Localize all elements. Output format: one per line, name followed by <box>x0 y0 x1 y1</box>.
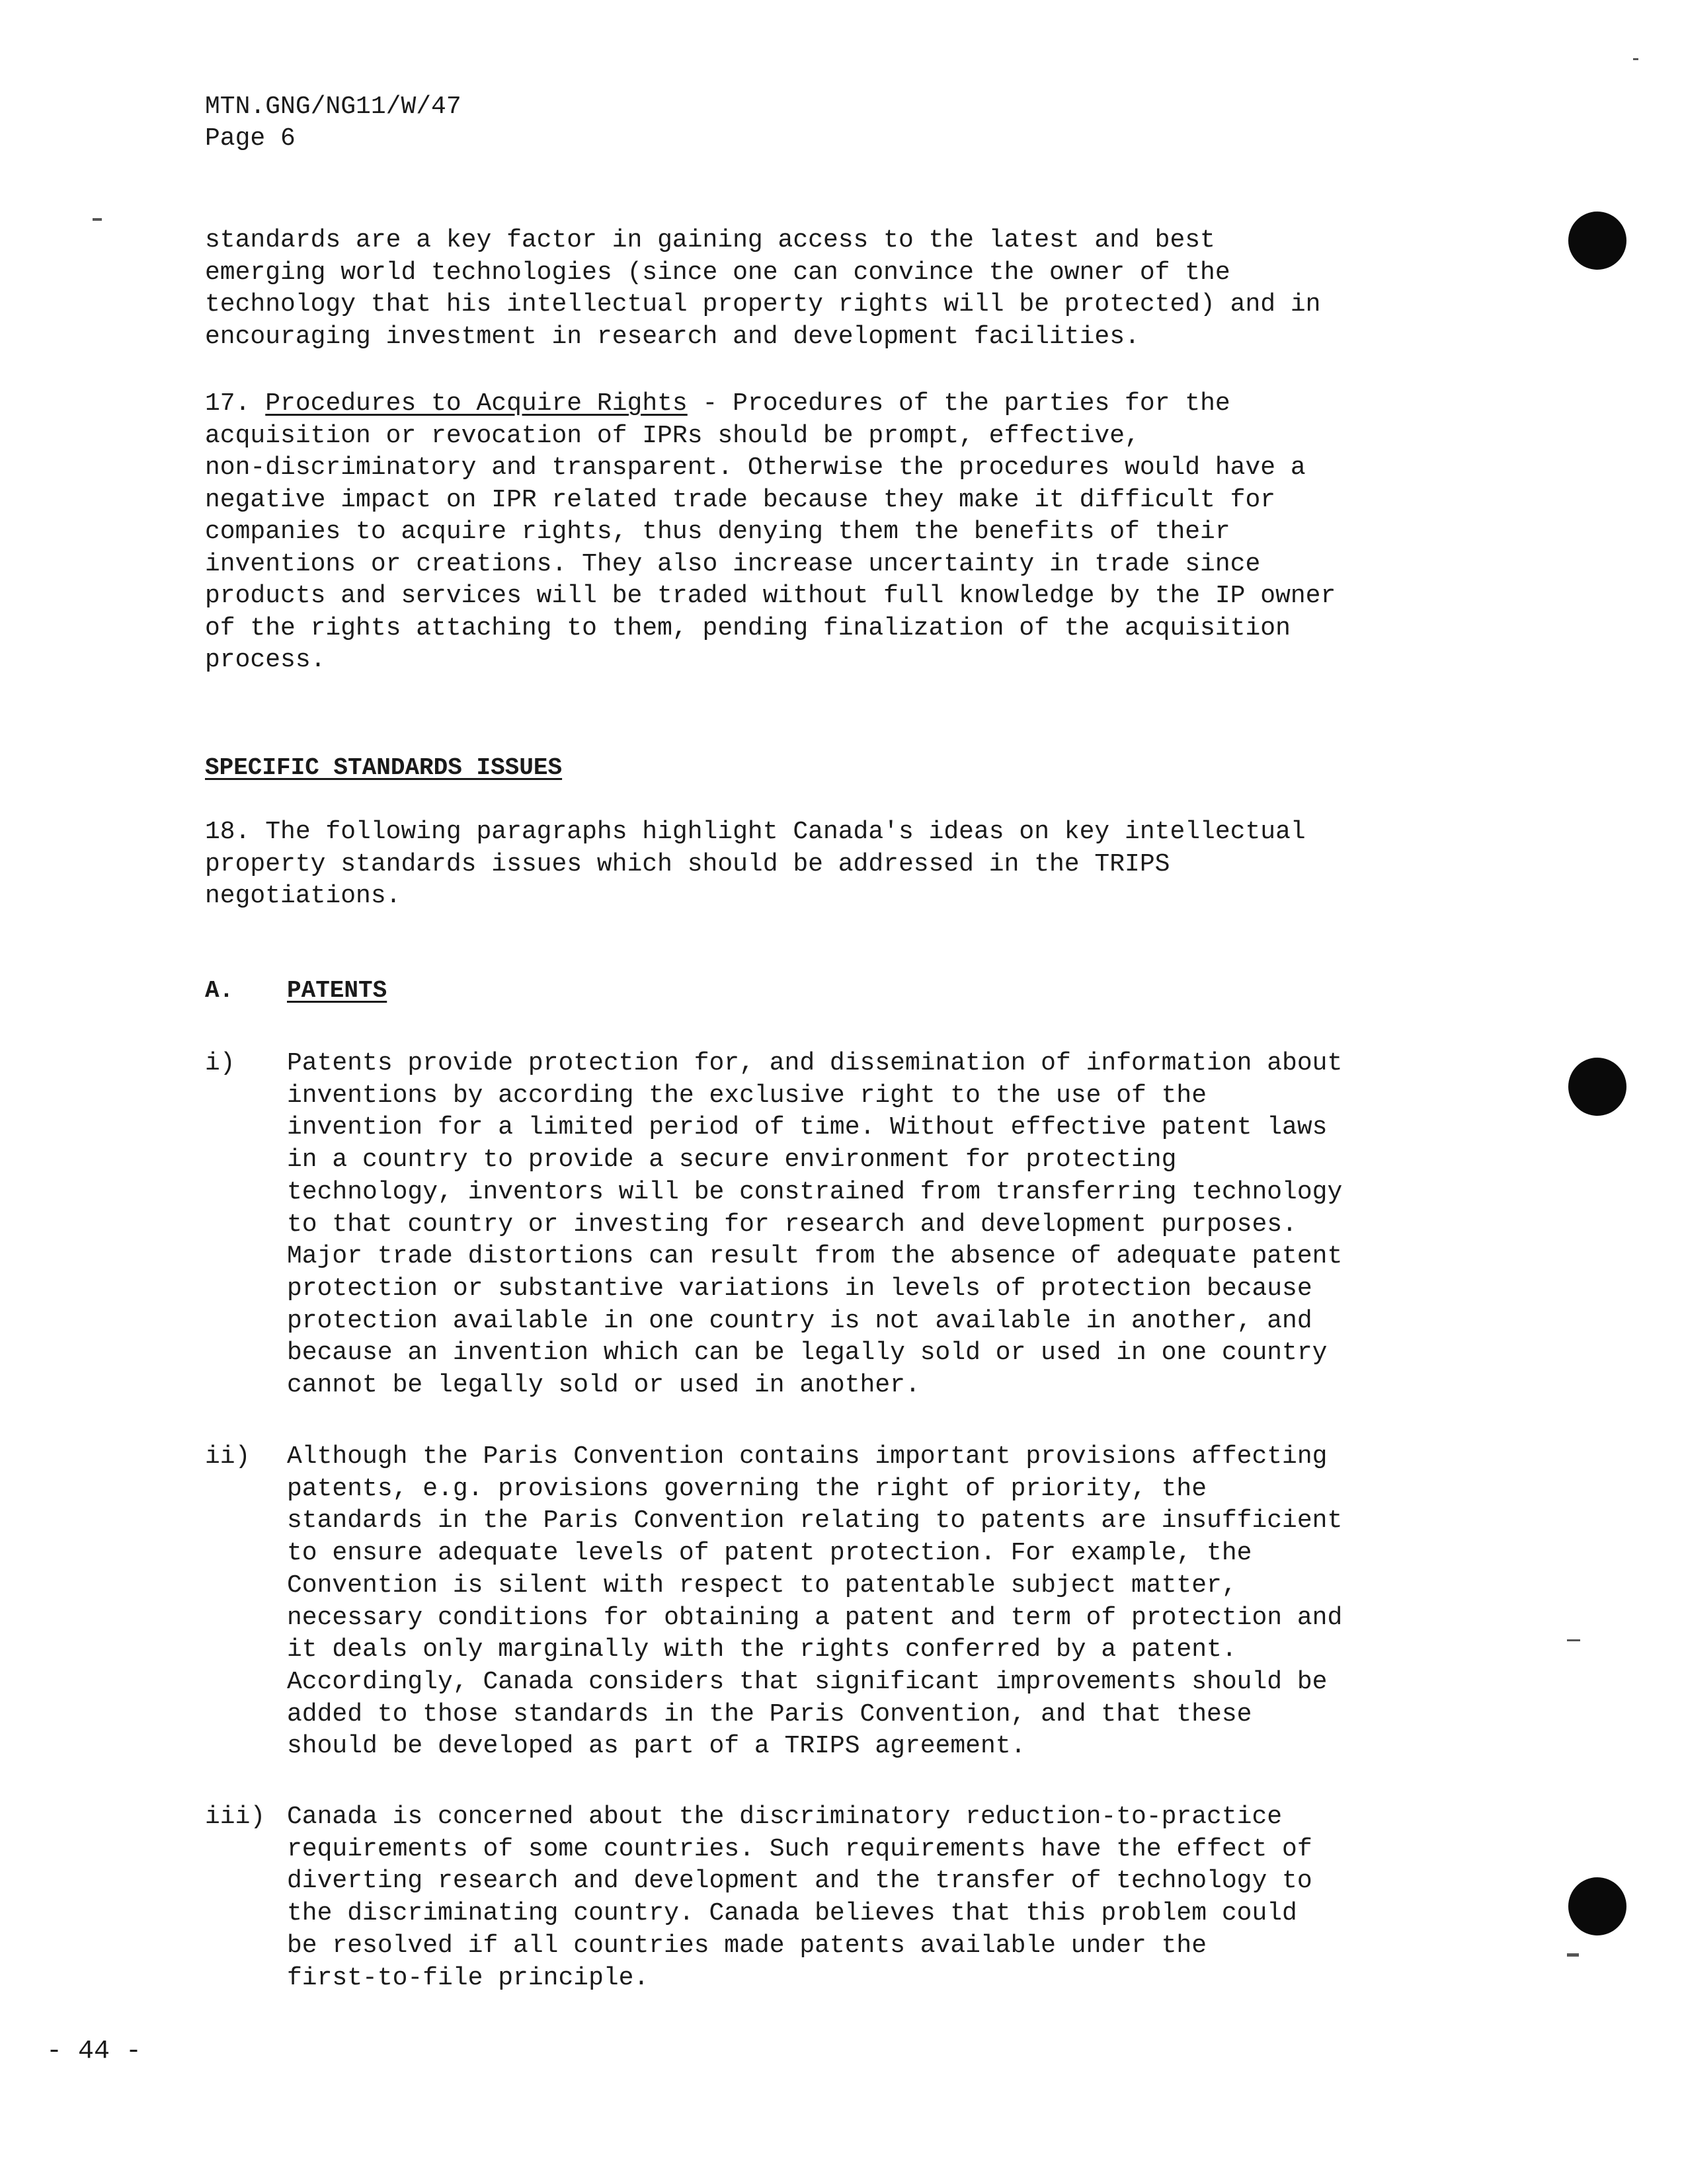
scan-speck <box>93 218 102 221</box>
subsection-title <box>287 975 387 1007</box>
paragraph-continuation: standards are a key factor in gaining access to the latest and best emerging world technologies (since one can convince the owner of the technology that his intellectual property rights will be protected) and in encouraging investment in research and development facilities. <box>205 226 1321 351</box>
page-label: Page 6 <box>205 124 296 153</box>
paragraph-17 <box>205 388 1474 677</box>
paragraph-17-text: - Procedures of the parties for the acquisition or revocation of IPRs should be prompt, effective, non-discriminatory and transparent. Otherwise the procedures would have a negative impact on IPR related trade because they make it difficult for companies to acquire rights, thus denying them the benefits of their inventions or creations. They also increase uncertainty in trade since products and services will be traded without full knowledge by the IP owner of the rights attaching to them, pending finalization of the acquisition process. <box>205 389 1336 674</box>
list-item-text: Patents provide protection for, and dissemination of information about inventions by according the exclusive right to the use of the invention for a limited period of time. Without effective patent laws in a country to provide a secure environment for protecting technology, inventors will be constrained from transferring technology to that country or investing for research and development purposes. Major trade distortions can result from the absence of adequate patent protection or substantive variations in levels of protection because protection available in one country is not available in another, and because an invention which can be legally sold or used in one country cannot be legally sold or used in another. <box>287 1049 1343 1400</box>
list-item-text: Canada is concerned about the discriminatory reduction-to-practice requirements of some countries. Such requirements have the effect of diverting research and development and the transfer of technology to the discriminating country. Canada believes that this problem could be resolved if all countries made patents available under the first-to-file principle. <box>287 1803 1312 1992</box>
page-footer: - 44 - <box>46 2037 142 2066</box>
paragraph-18: 18. The following paragraphs highlight Canada's ideas on key intellectual property standards issues which should be addressed in the TRIPS negotiations. <box>205 818 1306 910</box>
paragraph-17-number: 17. <box>205 389 251 418</box>
punch-hole-top <box>1568 212 1626 270</box>
list-item-number: i) <box>205 1049 235 1077</box>
scan-speck <box>1567 1639 1580 1641</box>
section-heading-text: SPECIFIC STANDARDS ISSUES <box>205 754 563 781</box>
punch-hole-middle <box>1568 1058 1626 1116</box>
scan-speck <box>1633 58 1638 60</box>
section-heading <box>205 752 562 784</box>
paragraph-17-title: Procedures to Acquire Rights <box>265 389 688 418</box>
punch-hole-bottom <box>1568 1877 1626 1935</box>
scan-speck <box>1567 1953 1579 1957</box>
subsection-letter: A. <box>205 977 234 1004</box>
subsection-heading <box>205 975 233 1007</box>
list-item-number: ii) <box>205 1442 251 1471</box>
subsection-title-text: PATENTS <box>287 977 387 1004</box>
document-symbol: MTN.GNG/NG11/W/47 <box>205 93 461 121</box>
list-item-number: iii) <box>205 1803 266 1831</box>
list-item-text: Although the Paris Convention contains important provisions affecting patents, e.g. provisions governing the right of priority, the standards in the Paris Convention relating to patents are insufficient to ensure adequate levels of patent protection. For example, the Convention is silent with respect to patentable subject matter, necessary conditions for obtaining a patent and term of protection and it deals only marginally with the rights conferred by a patent. Accordingly, Canada considers that significant improvements should be added to those standards in the Paris Convention, and that these should be developed as part of a TRIPS agreement. <box>287 1442 1343 1761</box>
document-header <box>205 91 461 155</box>
